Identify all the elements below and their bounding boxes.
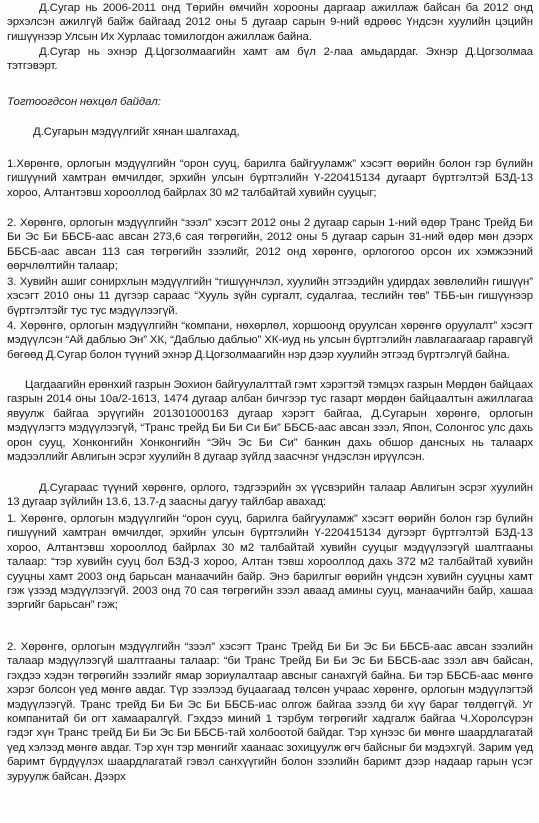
paragraph-family: Д.Сугар нь эхнэр Д.Цогзолмаагийн хамт ам бүл 2-лаа амьдардаг. Эхнэр Д.Цогзолмаа тэтгэвэрт. <box>7 46 533 73</box>
paragraph-biography: Д.Сугар нь 2006-2011 онд Төрийн өмчийн хорооны даргаар ажиллаж байсан ба 2012 онд эрхэлсэн ажилгүй байж байгаад 2012 оны 5 дугаар сарын 9-ний өдрөөс Үндсэн хуулийн цэцийн гишүүнээр Улсын Их Хурлаас томилогдон ажиллаж байна. <box>7 2 533 43</box>
finding-item-3: 3. Хувийн ашиг сонирхлын мэдүүлгийн “гишүүнчлэл, хуулийн этгээдийн удирдах зөвлөлийн гишүүн” хэсэгт 2010 оны 11 дүгээр сараас “Хууль зүйн сургалт, судалгаа, теслийн төв” ТББ-ын гишүүнээр бүртгэлтэйг тус тус мэдүүлээгүй. <box>7 276 533 317</box>
explanation-item-2: 2. Хөрөнгө, орлогын мэдүүлгийн “зээл” хэсэгт Транс Трейд Би Би Эс Би ББСБ-аас авсан зээлийн талаар мэдүүлээгүй шалтгааны талаар: “би Транс Трейд Би Би Эс Би ББСБ-аас зээл авч байсан, гэхдээ хэдэн төгрөгийн зээлийг ямар зориулалтаар авсныг санахгүй байна. Би тэр ББСБ-аас мөнгө хэрэг болсон үед мөнгө авдаг. Түр зээлээд буцаагаад төлсөн учраас хөрөнгө, орлогын мэдүүлэгтэй мэдүүлээгүй. Транс трейд Би Би Эс Би ББСБ-иас олгож байгаа зээлд би хүү бараг төлдөггүй. Уг компанитай би огт хамааралгүй. Гэхдээ миний 1 тэрбум төгрөгийг хадгалж байгаа Ч.Хоролсүрэн гэдэг хүн Транс трейд Би Би Эс Би ББСБ-тай холбоотой байдаг. Тэр хүнээс би мөнгө шаардлагатай үед хэлээд мөнгө авдаг. Тэр хүн тэр мөнгийг хаанаас зохицуулж өгч байсныг би мэдэхгүй. Зарим үед баримт бүрдүүлэх шаардлагатай гэвэл санхүүгийн болон зээлийн баримт дээр надаар гарын үсэг зуруулж байсан. Дээрх <box>7 641 533 783</box>
finding-item-4: 4. Хөрөнгө, орлогын мэдүүлгийн “компани, нөхөрлөл, хоршоонд оруулсан хөрөнгө оруулалт” хэсэгт мэдүүлсэн “Ай даблью Эн” ХК, “Даблью даблью” ХК-иуд нь улсын бүртгэлийн лавлагаагаар гаравгүй бөгөөд Д.Сугар болон түүний эхнэр Д.Цогзолмаагийн нэр дээр хуулийн этгээд бүртгэлгүй байна. <box>7 320 533 361</box>
paragraph-explanation-intro: Д.Сугараас түүний хөрөнгө, орлого, тэдгээрийн эх үүсвэрийн талаар Авлигын эсрэг хуулийн 13 дугаар зүйлийн 13.6, 13.7-д заасны дагуу тайлбар авахад: <box>7 482 533 509</box>
finding-item-1: 1.Хөрөнгө, орлогын мэдүүлгийн “орон сууц, барилга байгууламж” хэсэгт өөрийн болон гэр бүлийн гишүүний хамтран өмчилдөг, эрхийн улсын бүртгэлийн Ү-220415134 дугаарт бүртгэлтэй БЗД-13 хороо, Алтантэвш хорооллод байрлах 30 м2 талбайтай хувийн сууцыг; <box>7 158 533 199</box>
finding-item-2: 2. Хөрөнгө, орлогын мэдүүлгийн “зээл” хэсэгт 2012 оны 2 дугаар сарын 1-ний өдөр Транс Трейд Би Би Эс Би ББСБ-аас авсан 273,6 сая төгрөгийн, 2012 оны 5 дугаар сарын 31-ний өдөр мөн дээрх ББСБ-аас авсан 113 сая төгрөгийн зээлийг, 2012 онд хөрөнгө, орлогогоо орсон их хэмжээний өөрчлөлтийн талаар; <box>7 217 533 273</box>
explanation-item-1: 1. Хөрөнгө, орлогын мэдүүлгийн “орон сууц, барилга байгууламж” хэсэгт өөрийн болон гэр бүлийн гишүүний хамтран өмчилдөг, эрхийн улсын бүртгэлийн Ү-220415134 дугээрт бүртгэлтэй БЗД-13 хороо, Алтантэвш хорооллод байрлах 30 м2 талбайтай хувийн сууцыг мэдүүлээгүй шалтгааны талаар: “тэр хувийн сууц бол БЗД-3 хороо, Алтан тэвш хорооллод дахь 372 м2 талбайтай хувийн сууцны хамт 2003 онд барьсан манаачийн байр. Энэ барилгыг өөрийн үндсэн хувийн сууцны хамт гэж үзээд мэдүүлээгүй. 2003 онд 70 сая төгрөгийн зээл аваад амины сууц, манаачийн байр, хашаа зэргийг барьсан” гэж; <box>7 513 533 612</box>
paragraph-police-letter: Цагдаагийн ерөнхий газрын Эохион байгуулалттай гэмт хэрэгтэй тэмцэх газрын Мөрдөн байцаах газрын 2014 оны 10а/2-1613, 1474 дугаар албан бичгээр тус газарт мөрдөн байцаалтын ажиллагаа явуулж байгаа эрүүгийн 201301000163 дугаар хэрэгт байгаа, Д.Сугарын хөрөнгө, орлогын мэдүүлэгтэ мэдүүлээгүй, “Транс трейд Би Би Си Би” ББСБ-аас авсан зээл, Япон, Солонгос улс дахь орон сууц, Хонконгийн Хонконгийн “Эйч Эс Би Си” банкин дахь обшор дансных нь талаарх мэдээллийг Авлигын эсрэг хуулийн 8 дугаар зүйлд заасчнэг үндэслэн ирүүлсэн. <box>7 379 533 464</box>
paragraph-review-intro: Д.Сугарын мэдүүлгийг хянан шалгахад, <box>33 126 240 138</box>
section-heading: Тогтоогдсон нөхцөл байдал: <box>7 96 161 108</box>
